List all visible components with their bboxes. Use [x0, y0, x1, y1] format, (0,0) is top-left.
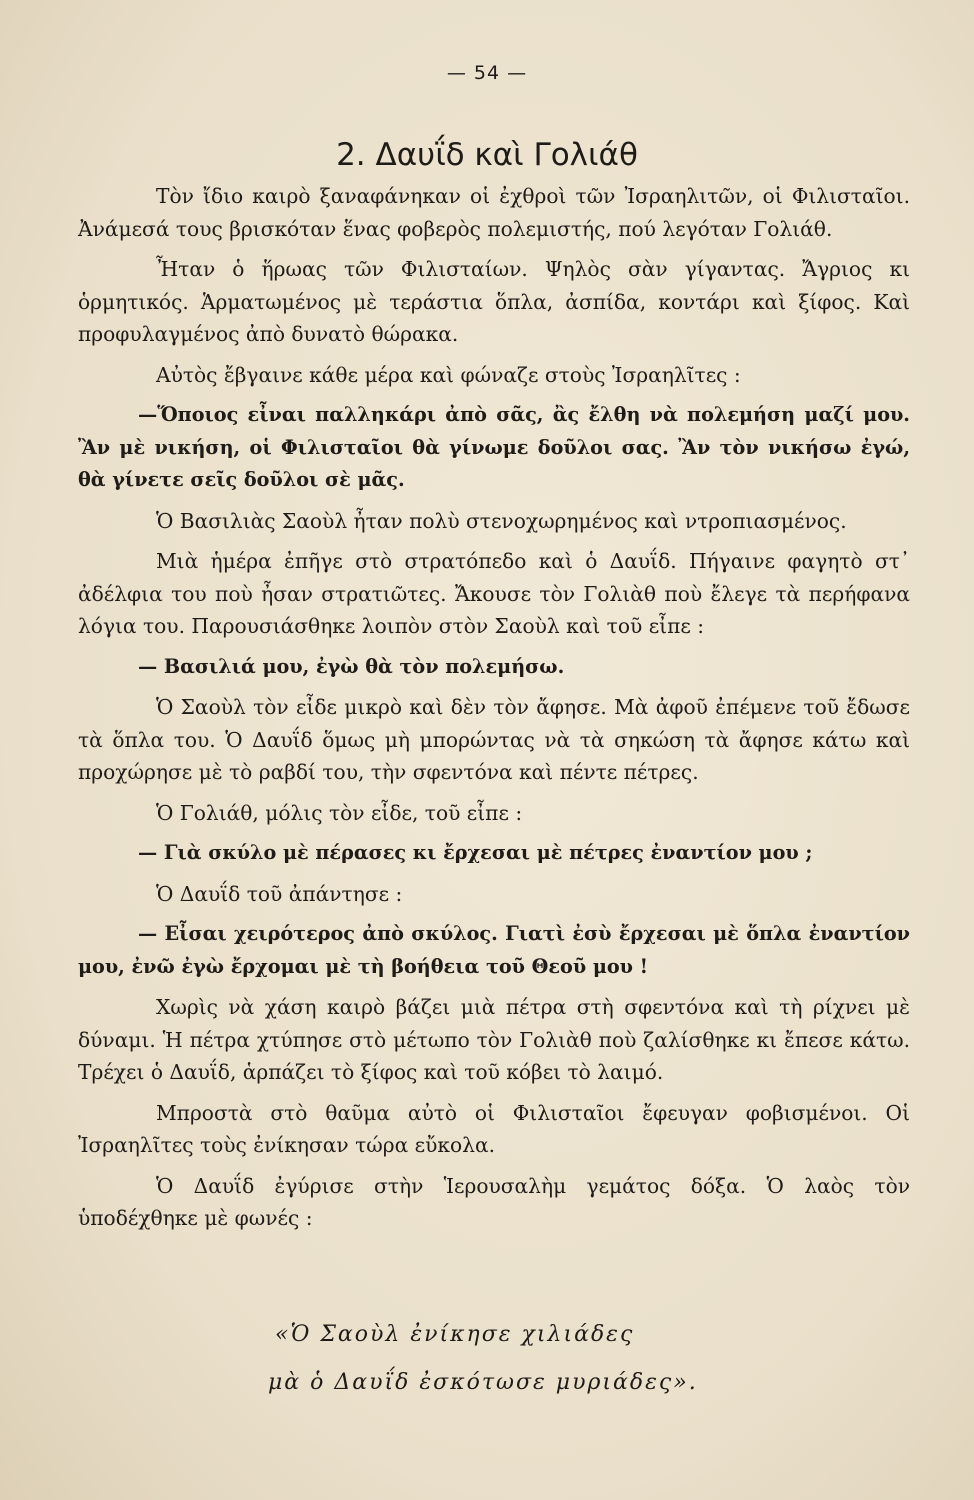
paragraph: Ἦταν ὁ ἥρωας τῶν Φιλισταίων. Ψηλὸς σὰν γίγαντας. Ἄγριος κι ὁρμητικός. Ἁρματωμένος μὲ τεράστια ὅπλα, ἀσπίδα, κοντάρι καὶ ξίφος. Καὶ προφυλαγμένος ἀπὸ δυνατὸ θώρακα. [78, 257, 910, 346]
page-number: — 54 — [446, 62, 528, 84]
paragraph: Χωρὶς νὰ χάση καιρὸ βάζει μιὰ πέτρα στὴ σφεντόνα καὶ τὴ ρίχνει μὲ δύναμι. Ἡ πέτρα χτύπησε στὸ μέτωπο τὸν Γολιὰθ ποὺ ζαλίσθηκε κι ἔπεσε κάτω. Τρέχει ὁ Δαυΐδ, ἁρπάζει τὸ ξίφος καὶ τοῦ κόβει τὸ λαιμό. [78, 995, 910, 1084]
verse-line-2: μὰ ὁ Δαυΐδ ἐσκότωσε μυριάδες». [268, 1370, 698, 1395]
chapter-body [78, 180, 910, 1243]
paragraph: Αὐτὸς ἔβγαινε κάθε μέρα καὶ φώναζε στοὺς Ἰσραηλῖτες : [156, 362, 741, 387]
paragraph: Ὁ Βασιλιὰς Σαοὺλ ἦταν πολὺ στενοχωρημένος καὶ ντροπιασμένος. [156, 508, 847, 533]
paragraph: Μπροστὰ στὸ θαῦμα αὐτὸ οἱ Φιλισταῖοι ἔφευγαν φοβισμένοι. Οἱ Ἰσραηλῖτες τοὺς ἐνίκησαν τώρα εὔκολα. [78, 1100, 910, 1157]
dialogue-david-offer: — Βασιλιά μου, ἐγὼ θὰ τὸν πολεμήσω. [138, 654, 565, 678]
paragraph: Ὁ Δαυΐδ τοῦ ἀπάντησε : [156, 881, 403, 906]
paragraph: Ὁ Γολιάθ, μόλις τὸν εἶδε, τοῦ εἶπε : [156, 800, 523, 825]
verse-line-1: «Ὁ Σαοὺλ ἐνίκησε χιλιάδες [275, 1322, 635, 1347]
paragraph: Ὁ Σαοὺλ τὸν εἶδε μικρὸ καὶ δὲν τὸν ἄφησε. Μὰ ἀφοῦ ἐπέμενε τοῦ ἔδωσε τὰ ὅπλα του. Ὁ Δαυΐδ ὅμως μὴ μπορώντας νὰ τὰ σηκώση τὰ ἄφησε κάτω καὶ προχώρησε μὲ τὸ ραβδί του, τὴν σφεντόνα καὶ πέντε πέτρες. [78, 695, 910, 784]
dialogue-goliath-challenge: —Ὅποιος εἶναι παλληκάρι ἀπὸ σᾶς, ἂς ἔλθη νὰ πολεμήση μαζί μου. Ἂν μὲ νικήση, οἱ Φιλισταῖοι θὰ γίνωμε δοῦλοι σας. Ἂν τὸν νικήσω ἐγώ, θὰ γίνετε σεῖς δοῦλοι σὲ μᾶς. [78, 403, 910, 491]
dialogue-david-reply: — Εἶσαι χειρότερος ἀπὸ σκύλος. Γιατὶ ἐσὺ ἔρχεσαι μὲ ὅπλα ἐναντίον μου, ἐνῶ ἐγὼ ἔρχομαι μὲ τὴ βοήθεια τοῦ Θεοῦ μου ! [78, 922, 910, 978]
paragraph: Τὸν ἴδιο καιρὸ ξαναφάνηκαν οἱ ἐχθροὶ τῶν Ἰσραηλιτῶν, οἱ Φιλισταῖοι. Ἀνάμεσά τους βρισκόταν ἕνας φοβερὸς πολεμιστής, πού λεγόταν Γολιάθ. [78, 184, 910, 241]
paragraph: Μιὰ ἡμέρα ἐπῆγε στὸ στρατόπεδο καὶ ὁ Δαυΐδ. Πήγαινε φαγητὸ στ᾽ ἀδέλφια του ποὺ ἦσαν στρατιῶτες. Ἄκουσε τὸν Γολιὰθ ποὺ ἔλεγε τὰ περήφανα λόγια του. Παρουσιάσθηκε λοιπὸν στὸν Σαοὺλ καὶ τοῦ εἶπε : [78, 549, 910, 638]
chapter-title: 2. Δαυΐδ καὶ Γολιάθ [336, 136, 638, 173]
dialogue-goliath-taunt: — Γιὰ σκύλο μὲ πέρασες κι ἔρχεσαι μὲ πέτρες ἐναντίον μου ; [138, 841, 813, 864]
paragraph: Ὁ Δαυΐδ ἐγύρισε στὴν Ἱερουσαλὴμ γεμάτος δόξα. Ὁ λαὸς τὸν ὑποδέχθηκε μὲ φωνές : [78, 1173, 910, 1230]
